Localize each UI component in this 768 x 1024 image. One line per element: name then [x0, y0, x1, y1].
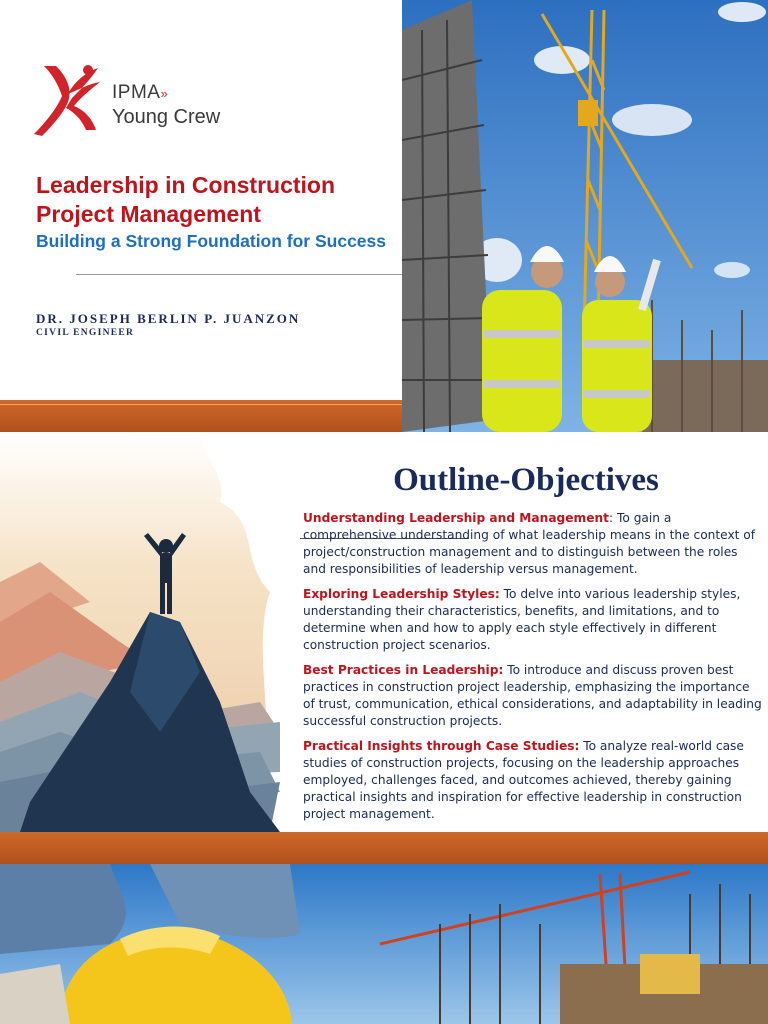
slide-subtitle: Building a Strong Foundation for Success [36, 231, 387, 251]
objective-item [303, 586, 763, 654]
author-role: CIVIL ENGINEER [36, 328, 135, 338]
objective-heading: Best Practices in Leadership: [303, 663, 504, 677]
objective-item [303, 510, 763, 578]
ipma-figure-logo-icon [28, 60, 106, 138]
objective-heading: Exploring Leadership Styles: [303, 587, 500, 601]
slide-title: Outline-Objectives [393, 462, 659, 498]
objective-text: To introduce and discuss proven best practices in construction project leadership, emphasizing the importance of trust, communication, ethical considerations, and adaptability in leading successful construction projects. [303, 663, 762, 728]
photo-slide [0, 864, 768, 1024]
objective-item [303, 738, 763, 823]
objectives-list [303, 510, 763, 831]
objective-text: To delve into various leadership styles, understanding their characteristics, benefits, and limitations, and to determine when and how to apply each style effectively in different construction project scenarios. [303, 587, 741, 652]
slide-title: Leadership in Construction Project Management [36, 172, 336, 227]
objective-item [303, 662, 763, 730]
construction-workers-crane-photo [402, 0, 768, 432]
footer-band [0, 832, 768, 864]
objectives-slide [0, 432, 768, 864]
hard-hat-construction-site-photo [0, 864, 768, 1024]
mountain-summit-person-illustration [0, 432, 300, 864]
objective-text: : To gain a comprehensive understanding of what leadership means in the context of project/construction management and to distinguish between the roles and responsibilities of leadership versus management. [303, 511, 756, 576]
objective-text: To analyze real-world case studies of construction projects, focusing on the leadership approaches employed, challenges faced, and outcomes achieved, thereby gaining practical insights and inspiration for effective leadership in construction project management. [303, 739, 744, 821]
logo-subtitle: Young Crew [112, 106, 221, 128]
logo-wordmark: IPMA» [112, 82, 169, 103]
author-name: DR. JOSEPH BERLIN P. JUANZON [36, 311, 301, 326]
title-slide [0, 0, 768, 432]
footer-band [0, 400, 404, 432]
objective-heading: Understanding Leadership and Management [303, 511, 610, 525]
objective-heading: Practical Insights through Case Studies: [303, 739, 580, 753]
divider [76, 274, 402, 275]
